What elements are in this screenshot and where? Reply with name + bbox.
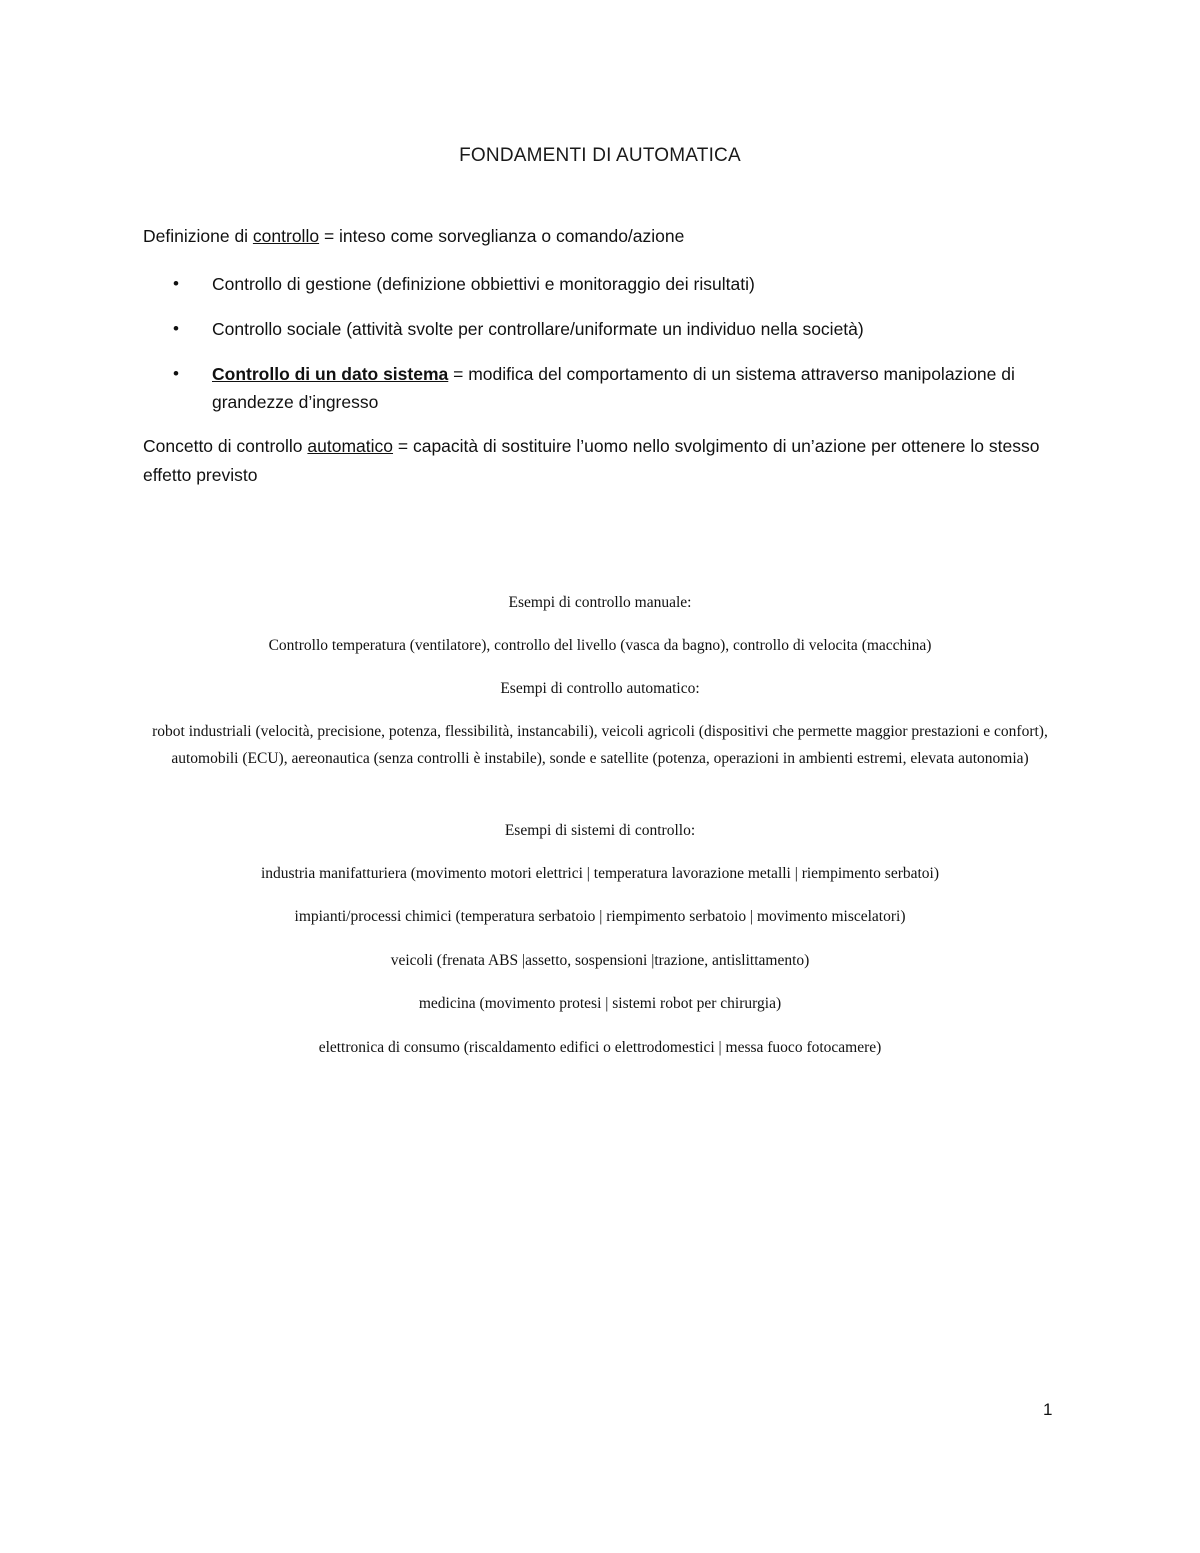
system-example-item: veicoli (frenata ABS |assetto, sospensioni |trazione, antislittamento) (390, 952, 810, 969)
manual-examples-heading: Esempi di controllo manuale: (508, 594, 692, 611)
bullet-icon: • (173, 364, 179, 383)
list-item (143, 315, 1043, 343)
system-example-item: impianti/processi chimici (temperatura serbatoio | riempimento serbatoio | movimento miscelatori) (294, 908, 906, 925)
concept-prefix: Concetto di controllo (143, 436, 308, 456)
list-item-text: Controllo di gestione (definizione obbiettivi e monitoraggio dei risultati) (212, 274, 755, 294)
list-item-text: = modifica del comportamento di un sistema attraverso manipolazione di grandezze d’ingresso (212, 364, 1015, 412)
system-example-item: medicina (movimento protesi | sistemi robot per chirurgia) (418, 995, 782, 1012)
automatic-examples-heading: Esempi di controllo automatico: (500, 680, 700, 697)
definition-line (143, 226, 684, 247)
system-example-item: elettronica di consumo (riscaldamento edifici o elettrodomestici | messa fuoco fotocamere) (318, 1039, 882, 1056)
page-number: 1 (1043, 1400, 1053, 1419)
concept-rest: = capacità di sostituire l’uomo nello svolgimento di un’azione per ottenere lo stesso effetto previsto (143, 436, 1040, 485)
definition-rest: = inteso come sorveglianza o comando/azione (319, 226, 685, 246)
list-item (143, 360, 1043, 416)
bullet-icon: • (173, 319, 179, 338)
list-item (143, 270, 1043, 298)
automatic-control-concept (143, 432, 1043, 490)
definition-prefix: Definizione di (143, 226, 253, 246)
control-types-list (143, 270, 1043, 433)
automatic-examples-text: robot industriali (velocità, precisione, potenza, flessibilità, instancabili), veicoli agricoli (dispositivi che permette maggior prestazioni e confort), automobili (ECU), aereonautica (senza controlli è instabile), sonde e satellite (potenza, operazioni in ambienti estremi, elevata autonomia) (152, 723, 1048, 767)
list-item-text: Controllo sociale (attività svolte per controllare/uniformate un individuo nella società) (212, 319, 864, 339)
systems-examples-heading: Esempi di sistemi di controllo: (504, 822, 696, 839)
manual-examples-text: Controllo temperatura (ventilatore), controllo del livello (vasca da bagno), controllo di velocita (macchina) (268, 637, 932, 654)
concept-term: automatico (307, 436, 394, 456)
document-title: FONDAMENTI DI AUTOMATICA (459, 145, 741, 166)
bullet-icon: • (173, 274, 179, 293)
list-item-term: Controllo di un dato sistema (212, 364, 449, 384)
definition-term: controllo (252, 226, 320, 246)
system-example-item: industria manifatturiera (movimento motori elettrici | temperatura lavorazione metalli | riempimento serbatoi) (260, 865, 940, 882)
